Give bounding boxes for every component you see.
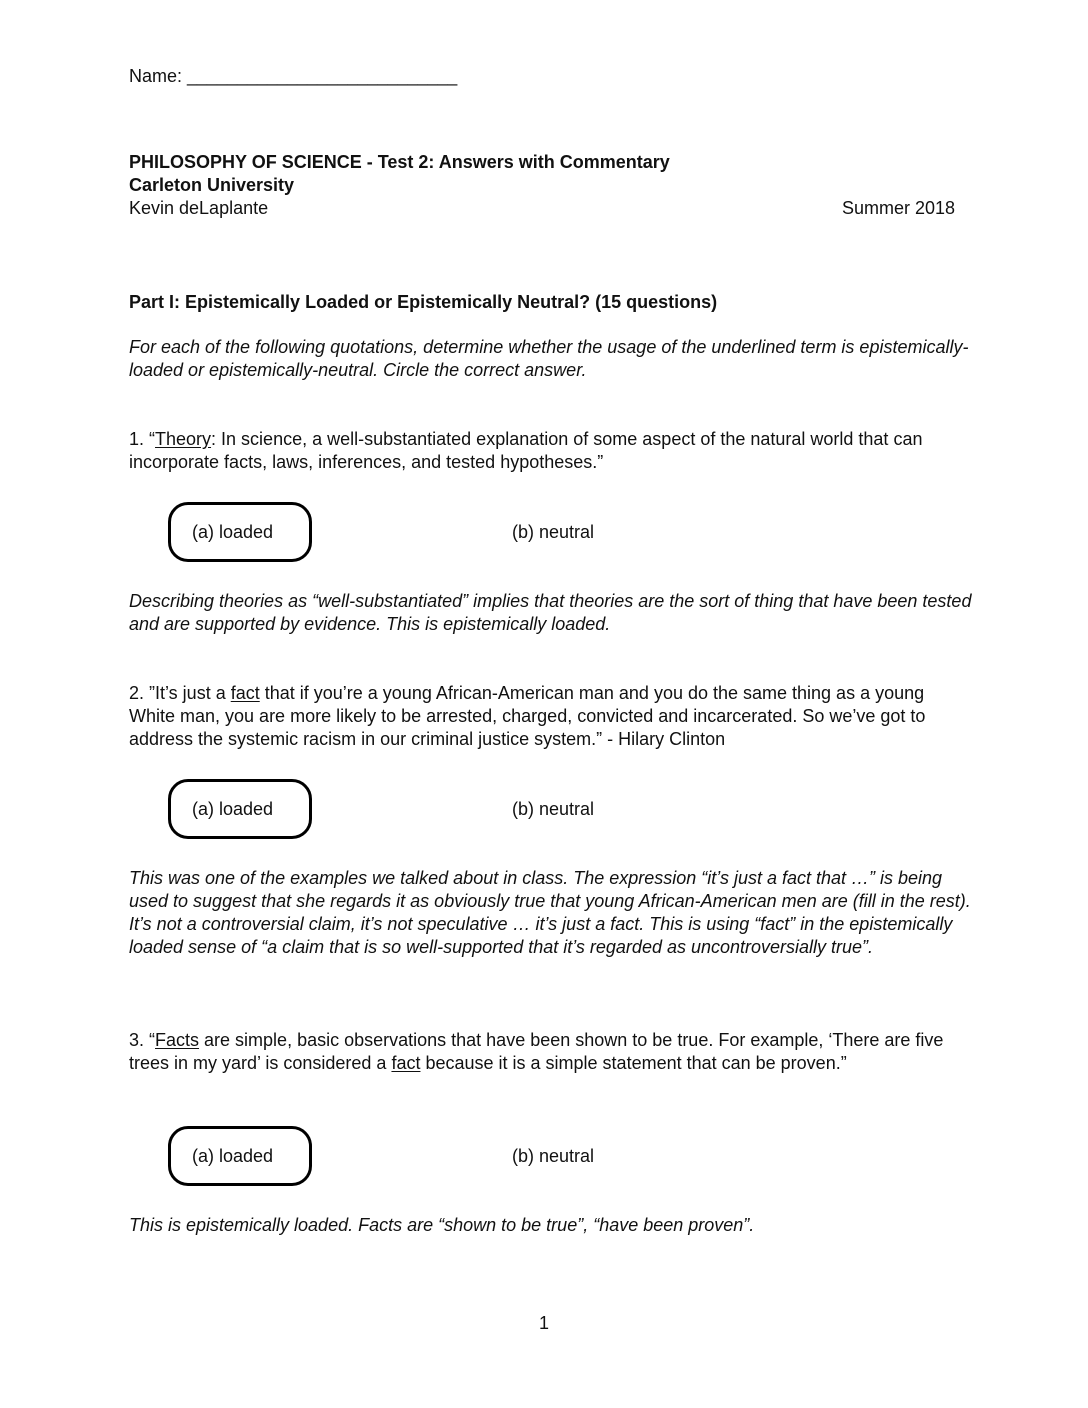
question-text: because it is a simple statement that can be proven.” — [420, 1053, 847, 1073]
university-name: Carleton University — [129, 175, 295, 195]
name-label: Name: — [129, 66, 188, 86]
question-prefix: 2. ”It’s just a — [129, 683, 231, 703]
instructions: For each of the following quotations, determine whether the usage of the underlined term is epistemically-loaded or epistemically-neutral. Circle the correct answer. — [129, 337, 969, 380]
document-title: PHILOSOPHY OF SCIENCE - Test 2: Answers with Commentary — [129, 152, 670, 172]
underlined-term: Facts — [155, 1030, 200, 1050]
author-name: Kevin deLaplante — [129, 198, 269, 218]
question-3 — [129, 1029, 974, 1075]
name-blank: ___________________________ — [187, 66, 458, 86]
option-b[interactable]: (b) neutral — [512, 1146, 595, 1166]
question-text: are simple, basic observations that have been shown to be true. For example, ‘There are five trees in my yard’ is considered a — [129, 1030, 944, 1073]
commentary-3: This is epistemically loaded. Facts are “shown to be true”, “have been proven”. — [129, 1215, 755, 1235]
question-prefix: 1. “ — [129, 429, 156, 449]
option-b[interactable]: (b) neutral — [512, 799, 595, 819]
option-b[interactable]: (b) neutral — [512, 522, 595, 542]
option-a[interactable]: (a) loaded — [192, 799, 274, 819]
term-label: Summer 2018 — [841, 198, 955, 218]
question-text: that if you’re a young African-American man and you do the same thing as a young White man, you are more likely to be arrested, charged, convicted and incarcerated. So we’ve got to address the systemic racism in our criminal justice system.” - Hilary Clinton — [129, 683, 926, 749]
option-a[interactable]: (a) loaded — [192, 522, 274, 542]
question-2 — [129, 682, 974, 751]
part-heading: Part I: Epistemically Loaded or Epistemically Neutral? (15 questions) — [129, 292, 718, 312]
underlined-term: fact — [230, 683, 260, 703]
underlined-term: Theory — [155, 429, 212, 449]
question-prefix: 3. “ — [129, 1030, 156, 1050]
page-number: 1 — [538, 1313, 549, 1333]
commentary-1: Describing theories as “well-substantiated” implies that theories are the sort of thing that have been tested and are supported by evidence. This is epistemically loaded. — [129, 591, 972, 634]
commentary-2: This was one of the examples we talked about in class. The expression “it’s just a fact that …” is being used to suggest that she regards it as obviously true that young African-American men are (fill in the rest). It’s not a controversial claim, it’s not speculative … it’s just a fact. This is using “fact” in the epistemically loaded sense of “a claim that is so well-supported that it’s regarded as uncontroversially true”. — [129, 868, 971, 957]
underlined-term: fact — [391, 1053, 421, 1073]
question-text: : In science, a well-substantiated explanation of some aspect of the natural world that can incorporate facts, laws, inferences, and tested hypotheses.” — [129, 429, 923, 472]
option-a[interactable]: (a) loaded — [192, 1146, 274, 1166]
question-1 — [129, 428, 974, 474]
name-line — [129, 65, 457, 88]
